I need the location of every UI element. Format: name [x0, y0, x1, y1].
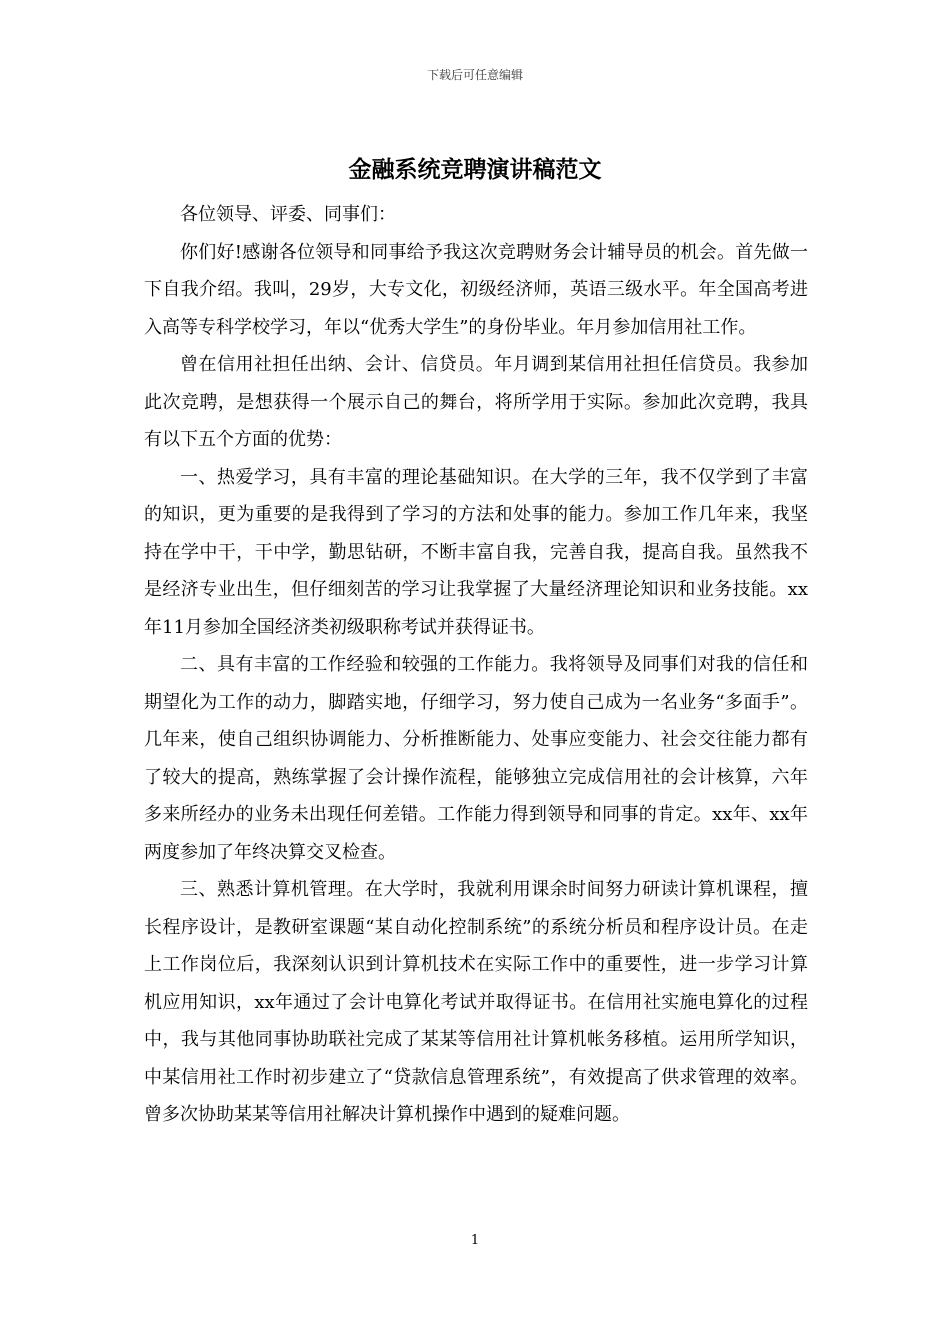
document-title: 金融系统竞聘演讲稿范文: [348, 156, 602, 183]
salutation-paragraph: 各位领导、评委、同事们：: [180, 204, 396, 225]
body-paragraph: 二、具有丰富的工作经验和较强的工作能力。我将领导及同事们对我的信任和期望化为工作的动力，脚踏实地，仔细学习，努力使自己成为一名业务“多面手”。几年来，使自己组织协调能力、分析推断能力、处事应变能力、社会交往能力都有了较大的提高，熟练掌握了会计操作流程，能够独立完成信用社的会计核算，六年多来所经办的业务未出现任何差错。工作能力得到领导和同事的肯定。xx年、xx年两度参加了年终决算交叉检查。: [144, 654, 808, 863]
header-note: 下载后可任意编辑: [426, 68, 523, 82]
body-paragraph: 你们好!感谢各位领导和同事给予我这次竞聘财务会计辅导员的机会。首先做一下自我介绍。我叫，29岁，大专文化，初级经济师，英语三级水平。年全国高考进入高等专科学校学习，年以“优秀大学生”的身份毕业。年月参加信用社工作。: [144, 241, 808, 338]
page-number: 1: [470, 1233, 480, 1248]
body-paragraph: 三、熟悉计算机管理。在大学时，我就利用课余时间努力研读计算机课程，擅长程序设计，是教研室课题“某自动化控制系统”的系统分析员和程序设计员。在走上工作岗位后，我深刻认识到计算机技术在实际工作中的重要性，进一步学习计算机应用知识，xx年通过了会计电算化考试并取得证书。在信用社实施电算化的过程中，我与其他同事协助联社完成了某某等信用社计算机帐务移植。运用所学知识，中某信用社工作时初步建立了“贷款信息管理系统”，有效提高了供求管理的效率。曾多次协助某某等信用社解决计算机操作中遇到的疑难问题。: [144, 879, 808, 1125]
document-body: [144, 196, 808, 1134]
body-paragraph: 一、热爱学习，具有丰富的理论基础知识。在大学的三年，我不仅学到了丰富的知识，更为重要的是我得到了学习的方法和处事的能力。参加工作几年来，我坚持在学中干，干中学，勤思钻研，不断丰富自我，完善自我，提高自我。虽然我不是经济专业出生，但仔细刻苦的学习让我掌握了大量经济理论知识和业务技能。xx年11月参加全国经济类初级职称考试并获得证书。: [144, 466, 808, 638]
body-paragraph: 曾在信用社担任出纳、会计、信贷员。年月调到某信用社担任信贷员。我参加此次竞聘，是想获得一个展示自己的舞台，将所学用于实际。参加此次竞聘，我具有以下五个方面的优势：: [144, 354, 808, 450]
